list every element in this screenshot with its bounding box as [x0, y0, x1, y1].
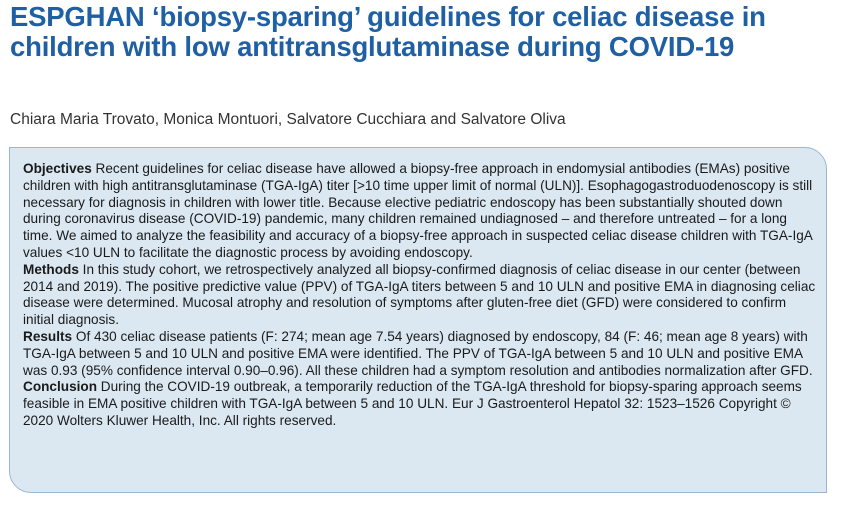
methods-heading: Methods — [23, 261, 79, 277]
objectives-text: Recent guidelines for celiac disease have allowed a biopsy-free approach in endomysial antibodies (EMAs) positive children with high antitransglutaminase (TGA-IgA) titer [>10 time upper limit of normal (ULN)]. Esophagogastroduodenoscopy is still necessary for diagnosis in children with lower title. Because elective pediatric endoscopy has been substantially shouted down during coronavirus disease (COVID-19) pandemic, many children remained undiagnosed – and therefore untreated – for a long time. We aimed to analyze the feasibility and accuracy of a biopsy-free approach in suspected celiac disease children with TGA-IgA values <10 ULN to facilitate the diagnostic process by avoiding endoscopy. — [23, 161, 813, 260]
conclusion-section — [23, 379, 820, 429]
results-text: Of 430 celiac disease patients (F: 274; mean age 7.54 years) diagnosed by endoscopy, 84 (F: 46; mean age 8 years) with TGA-IgA between 5 and 10 ULN and positive EMA were identified. The PPV of TGA-IgA between 5 and 10 ULN and positive EMA was 0.93 (95% confidence interval 0.90–0.96). All these children had a symptom resolution and antibodies normalization after GFD. — [23, 328, 813, 378]
article-title: ESPGHAN ‘biopsy-sparing’ guidelines for celiac disease in children with low antitransglutaminase during COVID-19 — [10, 1, 766, 62]
objectives-section — [23, 161, 820, 262]
methods-text: In this study cohort, we retrospectively analyzed all biopsy-confirmed diagnosis of celiac disease in our center (between 2014 and 2019). The positive predictive value (PPV) of TGA-IgA titers between 5 and 10 ULN and positive EMA in diagnosing celiac disease were determined. Mucosal atrophy and resolution of symptoms after gluten-free diet (GFD) were considered to confirm initial diagnosis. — [23, 261, 816, 328]
conclusion-heading: Conclusion — [23, 379, 98, 395]
conclusion-text: During the COVID-19 outbreak, a temporarily reduction of the TGA-IgA threshold for biopsy-sparing approach seems feasible in EMA positive children with TGA-IgA between 5 and 10 ULN. Eur J Gastroenterol Hepatol 32: 1523–1526 Copyright © 2020 Wolters Kluwer Health, Inc. All rights reserved. — [23, 379, 802, 428]
results-section — [23, 329, 820, 379]
methods-section — [23, 262, 820, 329]
objectives-heading: Objectives — [23, 161, 92, 176]
abstract-box — [9, 147, 827, 493]
results-heading: Results — [23, 328, 73, 344]
author-list: Chiara Maria Trovato, Monica Montuori, Salvatore Cucchiara and Salvatore Oliva — [10, 111, 566, 128]
